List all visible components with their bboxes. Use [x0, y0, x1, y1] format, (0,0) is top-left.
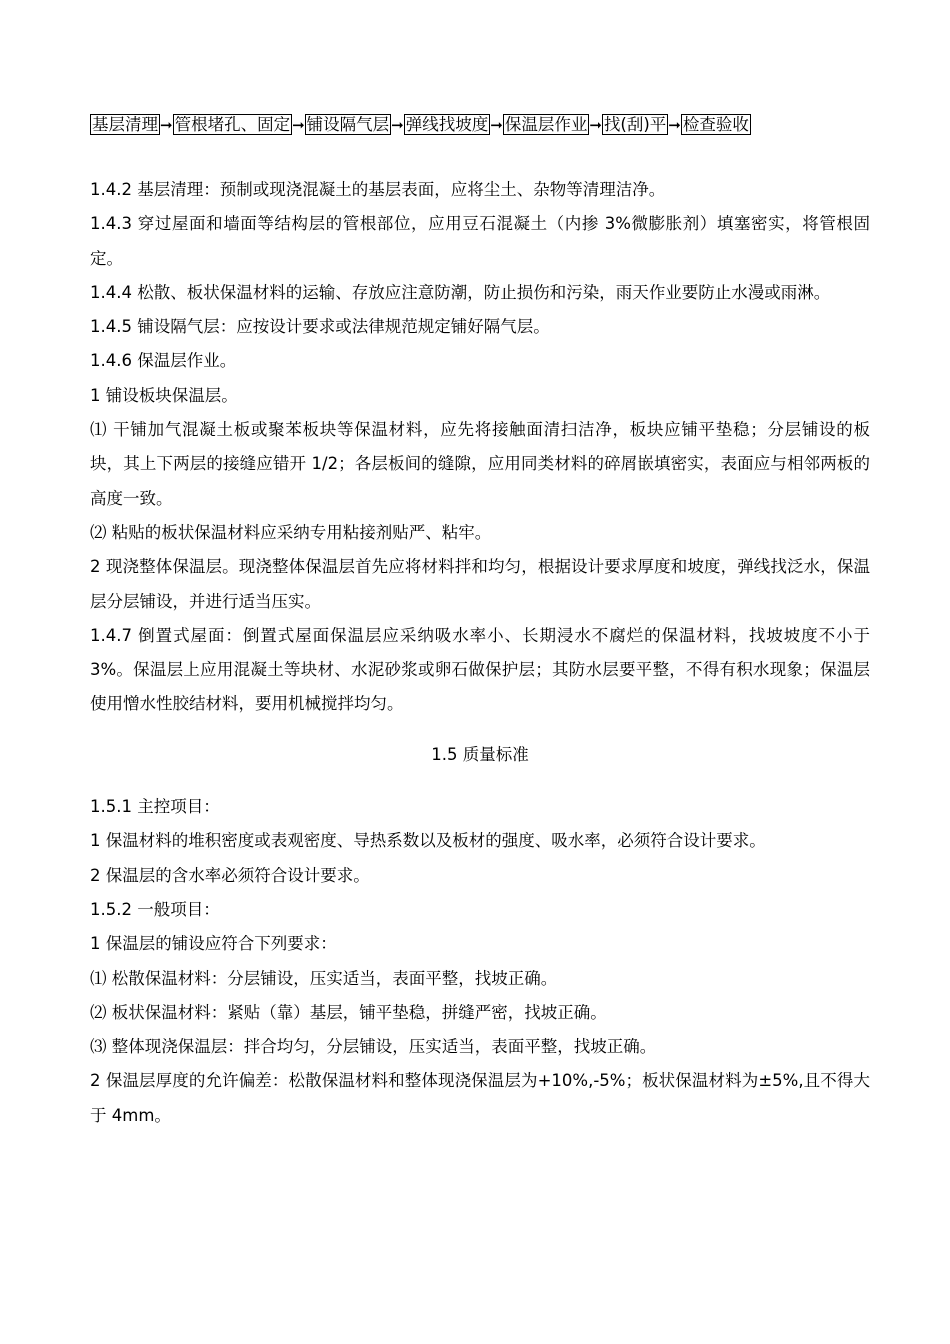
paragraph-1-4-4: 1.4.4 松散、板状保温材料的运输、存放应注意防潮，防止损伤和污染，雨天作业要防止水漫或雨淋。 — [90, 282, 831, 302]
paragraph-1-5-2-item-1-3: ⑶ 整体现浇保温层：拌合均匀，分层铺设，压实适当，表面平整，找坡正确。 — [90, 1037, 657, 1057]
flow-step-7: 检查验收 — [682, 115, 749, 134]
paragraph-1-4-6-item-1: 1 铺设板块保温层。 — [90, 385, 238, 405]
flow-step-1: 基层清理 — [92, 115, 158, 134]
paragraph-1-4-3: 1.4.3 穿过屋面和墙面等结构层的管根部位，应用豆石混凝土（内掺 3%微膨胀剂）填塞密实，将管根固定。 — [90, 214, 870, 268]
paragraph-1-5-2-item-1: 1 保温层的铺设应符合下列要求： — [90, 934, 337, 954]
paragraph-1-4-6: 1.4.6 保温层作业。 — [90, 351, 237, 371]
flow-arrow-icon: ➞ — [160, 116, 173, 134]
paragraph-1-4-6-item-1-1: ⑴ 干铺加气混凝土板或聚苯板块等保温材料，应先将接触面清扫洁净，板块应铺平垫稳；分层铺设的板块，其上下两层的接缝应错开 1/2；各层板间的缝隙，应用同类材料的碎屑嵌填密实，表面应与相邻两板的高度一致。 — [90, 420, 870, 508]
paragraph-1-5-1-item-2: 2 保温层的含水率必须符合设计要求。 — [90, 865, 370, 885]
paragraph-1-4-7: 1.4.7 倒置式屋面：倒置式屋面保温层应采纳吸水率小、长期浸水不腐烂的保温材料，找坡坡度不小于 3%。保温层上应用混凝土等块材、水泥砂浆或卵石做保护层；其防水层要平整，不得有积水现象；保温层使用憎水性胶结材料，要用机械搅拌均匀。 — [90, 625, 870, 714]
flow-step-2: 管根堵孔、固定 — [174, 115, 291, 134]
flow-arrow-icon: ➞ — [490, 116, 503, 134]
flow-step-5: 保温层作业 — [504, 115, 588, 134]
flow-step-4: 弹线找坡度 — [405, 115, 489, 134]
paragraph-1-5-1-item-1: 1 保温材料的堆积密度或表观密度、导热系数以及板材的强度、吸水率，必须符合设计要求。 — [90, 831, 766, 851]
process-flow — [90, 107, 870, 143]
paragraph-1-4-6-item-1-2: ⑵ 粘贴的板状保温材料应采纳专用粘接剂贴严、粘牢。 — [90, 522, 492, 542]
section-heading: 1.5 质量标准 — [431, 744, 529, 764]
paragraph-1-5-2-item-1-1: ⑴ 松散保温材料：分层铺设，压实适当，表面平整，找坡正确。 — [90, 968, 558, 988]
flow-step-6: 找(刮)平 — [603, 115, 667, 134]
paragraph-1-4-2: 1.4.2 基层清理：预制或现浇混凝土的基层表面，应将尘土、杂物等清理洁净。 — [90, 180, 666, 199]
paragraph-1-5-2: 1.5.2 一般项目： — [90, 899, 220, 919]
paragraph-1-5-2-item-2: 2 保温层厚度的允许偏差：松散保温材料和整体现浇保温层为+10%,-5%；板状保温材料为±5%,且不得大于 4mm。 — [90, 1071, 870, 1125]
body-text — [90, 173, 870, 1133]
flow-arrow-icon: ➞ — [292, 116, 305, 134]
flow-arrow-icon: ➞ — [668, 116, 681, 134]
flow-arrow-icon: ➞ — [391, 116, 404, 134]
paragraph-1-5-2-item-1-2: ⑵ 板状保温材料：紧贴（靠）基层，铺平垫稳，拼缝严密，找坡正确。 — [90, 1002, 607, 1022]
paragraph-1-4-5: 1.4.5 铺设隔气层：应按设计要求或法律规范规定铺好隔气层。 — [90, 317, 550, 337]
paragraph-1-4-6-item-2: 2 现浇整体保温层。现浇整体保温层首先应将材料拌和均匀，根据设计要求厚度和坡度，弹线找泛水，保温层分层铺设，并进行适当压实。 — [90, 557, 870, 611]
paragraph-1-5-1: 1.5.1 主控项目： — [90, 797, 220, 817]
flow-arrow-icon: ➞ — [589, 116, 602, 134]
flow-step-3: 铺设隔气层 — [306, 115, 390, 134]
